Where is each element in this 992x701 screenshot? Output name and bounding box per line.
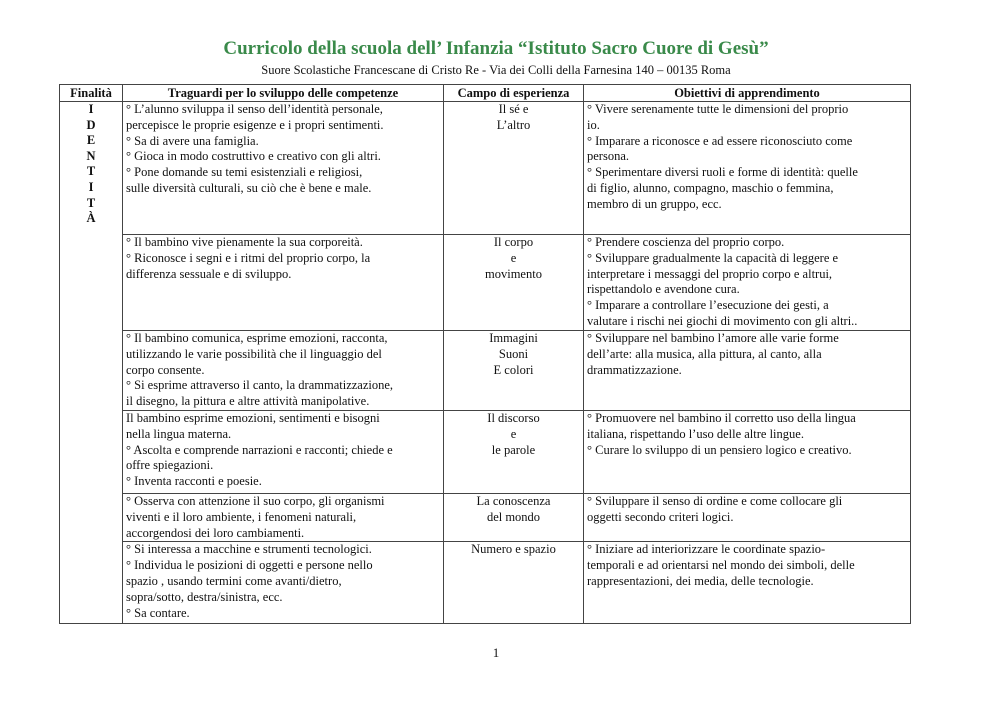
table-row bbox=[60, 494, 911, 542]
table-row bbox=[60, 542, 911, 624]
obiettivi-cell bbox=[584, 494, 911, 542]
campo-cell bbox=[444, 235, 584, 331]
obiettivi-cell bbox=[584, 235, 911, 331]
table-header-row bbox=[60, 85, 911, 102]
traguardi-cell-line: ° Si interessa a macchine e strumenti tecnologici. bbox=[126, 542, 372, 557]
obiettivi-cell-line: ° Sperimentare diversi ruoli e forme di identità: quelle bbox=[587, 165, 858, 180]
table-row bbox=[60, 331, 911, 411]
traguardi-cell-line: accorgendosi dei loro cambiamenti. bbox=[126, 525, 305, 540]
obiettivi-cell-line: ° Sviluppare il senso di ordine e come collocare gli bbox=[587, 494, 843, 508]
finalita-letter: E bbox=[86, 133, 96, 148]
obiettivi-cell-line: ° Vivere serenamente tutte le dimensioni del proprio bbox=[587, 102, 849, 116]
campo-cell-line: Suoni bbox=[498, 346, 529, 361]
table-row bbox=[60, 235, 911, 331]
document-subtitle: Suore Scolastiche Francescane di Cristo Re - Via dei Colli della Farnesina 140 – 00135 Roma bbox=[261, 63, 731, 77]
traguardi-cell-line: ° Sa contare. bbox=[126, 605, 190, 620]
header-traguardi: Traguardi per lo sviluppo delle competenze bbox=[123, 85, 444, 102]
campo-cell bbox=[444, 331, 584, 411]
traguardi-cell-line: sopra/sotto, destra/sinistra, ecc. bbox=[126, 589, 283, 604]
traguardi-cell-line: ° L’alunno sviluppa il senso dell’identità personale, bbox=[126, 102, 383, 116]
obiettivi-cell-line: interpretare i messaggi del proprio corpo e altrui, bbox=[587, 266, 833, 281]
traguardi-cell-line: ° Individua le posizioni di oggetti e persone nello bbox=[126, 558, 373, 573]
traguardi-cell-line: corpo consente. bbox=[126, 362, 205, 377]
campo-cell-line: Il discorso bbox=[487, 411, 540, 425]
traguardi-cell-line: utilizzando le varie possibilità che il linguaggio del bbox=[126, 346, 382, 361]
traguardi-cell-line: sulle diversità culturali, su ciò che è bene e male. bbox=[126, 180, 372, 195]
campo-cell-line: del mondo bbox=[486, 509, 541, 524]
campo-cell-line: Il sé e bbox=[498, 102, 529, 116]
obiettivi-cell-line: rispettandolo e avendone cura. bbox=[587, 282, 740, 297]
obiettivi-cell bbox=[584, 411, 911, 494]
obiettivi-cell-line: temporali e ad orientarsi nel mondo dei simboli, delle bbox=[587, 558, 855, 573]
table-row bbox=[60, 102, 911, 235]
traguardi-cell-line: il disegno, la pittura e altre attività manipolative. bbox=[126, 394, 370, 409]
obiettivi-cell-line: persona. bbox=[587, 149, 629, 164]
traguardi-cell-line: viventi e il loro ambiente, i fenomeni naturali, bbox=[126, 509, 357, 524]
obiettivi-cell-line: di figlio, alunno, compagno, maschio o femmina, bbox=[587, 180, 834, 195]
obiettivi-cell-line: ° Sviluppare gradualmente la capacità di leggere e bbox=[587, 250, 839, 265]
traguardi-cell-line: percepisce le proprie esigenze e i propri sentimenti. bbox=[126, 117, 384, 132]
obiettivi-cell-line: ° Sviluppare nel bambino l’amore alle varie forme bbox=[587, 331, 839, 345]
traguardi-cell-line: ° Il bambino comunica, esprime emozioni, racconta, bbox=[126, 331, 388, 345]
campo-cell-line: e bbox=[510, 426, 517, 441]
traguardi-cell-line: ° Il bambino vive pienamente la sua corporeità. bbox=[126, 235, 363, 249]
campo-cell bbox=[444, 102, 584, 235]
obiettivi-cell-line: ° Curare lo sviluppo di un pensiero logico e creativo. bbox=[587, 442, 852, 457]
finalita-letter: I bbox=[88, 179, 94, 194]
obiettivi-cell-line: italiana, rispettando l’uso delle altre lingue. bbox=[587, 426, 804, 441]
obiettivi-cell-line: rappresentazioni, dei media, delle tecnologie. bbox=[587, 573, 814, 588]
campo-cell-line: Immagini bbox=[489, 331, 538, 345]
header-campo: Campo di esperienza bbox=[444, 85, 584, 102]
obiettivi-cell-line: ° Promuovere nel bambino il corretto uso della lingua bbox=[587, 411, 856, 425]
finalita-identita-cell bbox=[60, 102, 123, 624]
campo-cell-line: Il corpo bbox=[493, 235, 534, 249]
obiettivi-cell bbox=[584, 102, 911, 235]
header-obiettivi: Obiettivi di apprendimento bbox=[584, 85, 911, 102]
obiettivi-cell-line: ° Imparare a riconosce e ad essere riconosciuto come bbox=[587, 133, 853, 148]
table-row bbox=[60, 411, 911, 494]
campo-cell-line: le parole bbox=[491, 442, 536, 457]
obiettivi-cell-line: ° Iniziare ad interiorizzare le coordinate spazio- bbox=[587, 542, 826, 557]
finalita-letter: T bbox=[86, 195, 96, 210]
traguardi-cell-line: ° Ascolta e comprende narrazioni e racconti; chiede e bbox=[126, 442, 393, 457]
traguardi-cell-line: spazio , usando termini come avanti/dietro, bbox=[126, 573, 342, 588]
traguardi-cell-line: offre spiegazioni. bbox=[126, 458, 214, 473]
traguardi-cell-line: ° Sa di avere una famiglia. bbox=[126, 133, 259, 148]
traguardi-cell-line: differenza sessuale e di sviluppo. bbox=[126, 266, 292, 281]
traguardi-cell-line: ° Si esprime attraverso il canto, la drammatizzazione, bbox=[126, 378, 394, 393]
obiettivi-cell-line: ° Prendere coscienza del proprio corpo. bbox=[587, 235, 785, 249]
traguardi-cell-line: ° Osserva con attenzione il suo corpo, gli organismi bbox=[126, 494, 385, 508]
campo-cell bbox=[444, 542, 584, 624]
traguardi-cell-line: Il bambino esprime emozioni, sentimenti e bisogni bbox=[126, 411, 380, 425]
curriculum-table bbox=[59, 84, 911, 624]
traguardi-cell-line: ° Pone domande su temi esistenziali e religiosi, bbox=[126, 165, 363, 180]
traguardi-cell-line: ° Inventa racconti e poesie. bbox=[126, 474, 262, 489]
campo-cell-line: La conoscenza bbox=[476, 494, 551, 508]
traguardi-cell-line: ° Riconosce i segni e i ritmi del proprio corpo, la bbox=[126, 250, 371, 265]
campo-cell bbox=[444, 494, 584, 542]
campo-cell-line: e bbox=[510, 250, 517, 265]
traguardi-cell-line: ° Gioca in modo costruttivo e creativo con gli altri. bbox=[126, 149, 381, 164]
obiettivi-cell-line: ° Imparare a controllare l’esecuzione dei gesti, a bbox=[587, 298, 829, 313]
traguardi-cell bbox=[123, 331, 444, 411]
campo-cell-line: movimento bbox=[485, 266, 542, 281]
obiettivi-cell-line: oggetti secondo criteri logici. bbox=[587, 509, 734, 524]
obiettivi-cell bbox=[584, 331, 911, 411]
obiettivi-cell bbox=[584, 542, 911, 624]
finalita-letter: D bbox=[86, 117, 96, 132]
traguardi-cell bbox=[123, 494, 444, 542]
obiettivi-cell-line: membro di un gruppo, ecc. bbox=[587, 196, 722, 211]
campo-cell-line: Numero e spazio bbox=[471, 542, 556, 557]
traguardi-cell bbox=[123, 411, 444, 494]
traguardi-cell bbox=[123, 102, 444, 235]
finalita-letter: N bbox=[86, 148, 96, 163]
page-number: 1 bbox=[492, 645, 500, 660]
header-finalita: Finalità bbox=[60, 85, 123, 102]
traguardi-cell-line: nella lingua materna. bbox=[126, 426, 232, 441]
obiettivi-cell-line: drammatizzazione. bbox=[587, 362, 682, 377]
traguardi-cell bbox=[123, 235, 444, 331]
finalita-letter: I bbox=[88, 102, 94, 116]
traguardi-cell bbox=[123, 542, 444, 624]
campo-cell-line: L’altro bbox=[496, 117, 531, 132]
finalita-letter: À bbox=[86, 211, 96, 226]
obiettivi-cell-line: io. bbox=[587, 117, 600, 132]
campo-cell bbox=[444, 411, 584, 494]
obiettivi-cell-line: valutare i rischi nei giochi di movimento con gli altri.. bbox=[587, 313, 858, 328]
document-title: Curricolo della scuola dell’ Infanzia “Istituto Sacro Cuore di Gesù” bbox=[223, 38, 769, 59]
campo-cell-line: E colori bbox=[493, 362, 534, 377]
obiettivi-cell-line: dell’arte: alla musica, alla pittura, al canto, alla bbox=[587, 346, 822, 361]
finalita-letter: T bbox=[86, 164, 96, 179]
